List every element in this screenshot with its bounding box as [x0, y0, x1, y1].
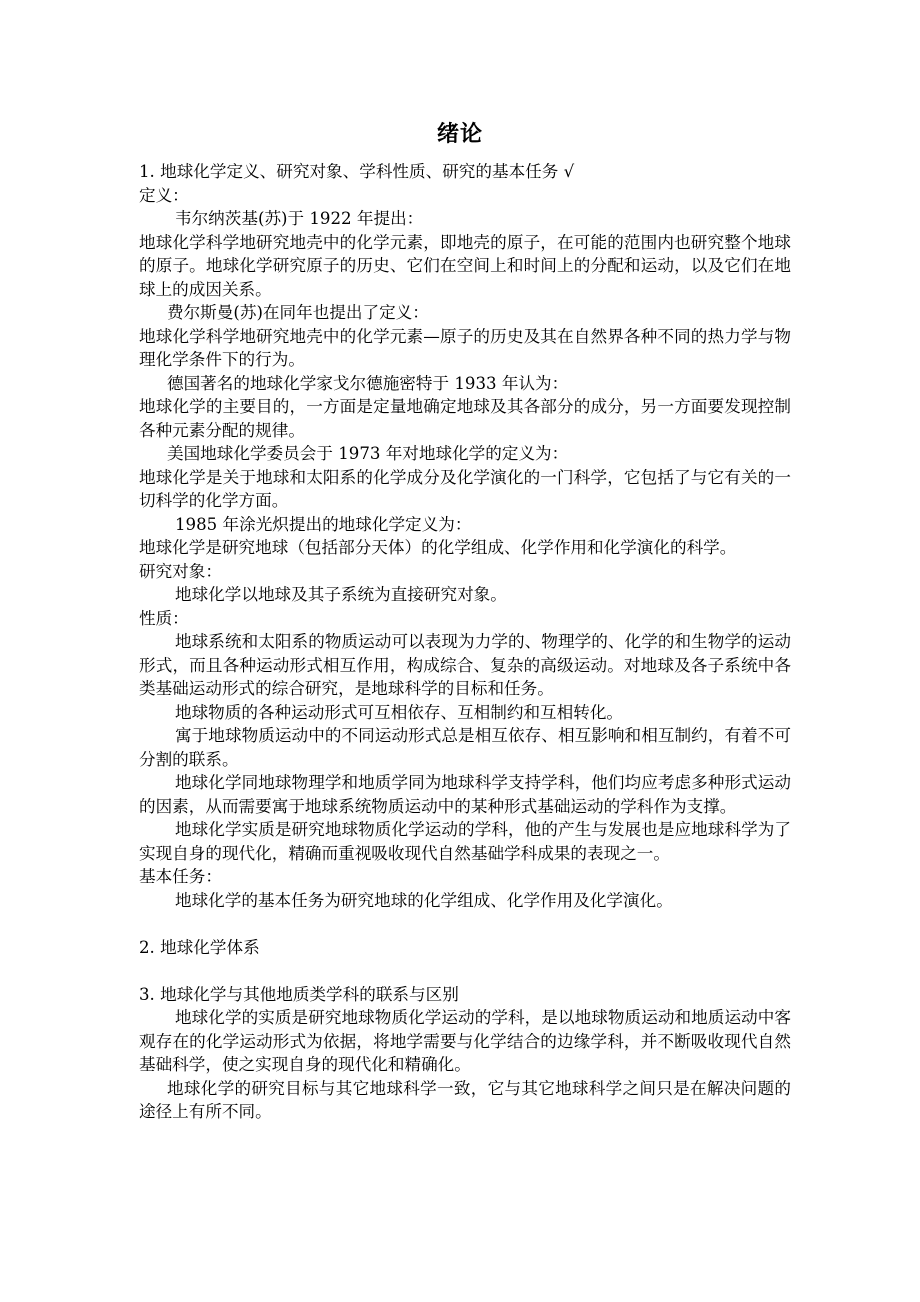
section-3-heading: 3. 地球化学与其他地质类学科的联系与区别 — [139, 984, 459, 1004]
nature-paragraph-2: 地球物质的各种运动形式可互相依存、互相制约和互相转化。 — [175, 702, 624, 722]
definition-1-text: 地球化学科学地研究地壳中的化学元素，即地壳的原子，在可能的范围内也研究整个地球的原子。地球化学研究原子的历史、它们在空间上和时间上的分配和运动，以及它们在地球上的成因关系。 — [139, 232, 791, 299]
section-1-heading: 1. 地球化学定义、研究对象、学科性质、研究的基本任务 √ — [139, 162, 575, 181]
definition-3-text: 地球化学的主要目的，一方面是定量地确定地球及其各部分的成分，另一方面要发现控制各种元素分配的规律。 — [139, 397, 791, 440]
nature-paragraph-4: 地球化学同地球物理学和地质学同为地球科学支持学科，他们均应考虑多种形式运动的因素，从而需要寓于地球系统物质运动中的某种形式基础运动的学科作为支撑。 — [139, 773, 791, 816]
nature-paragraph-5: 地球化学实质是研究地球物质化学运动的学科，他的产生与发展也是应地球科学为了实现自身的现代化，精确而重视吸收现代自然基础学科成果的表现之一。 — [139, 820, 791, 863]
section-2-heading: 2. 地球化学体系 — [139, 937, 260, 957]
nature-paragraph-3: 寓于地球物质运动中的不同运动形式总是相互依存、相互影响和相互制约，有着不可分割的联系。 — [139, 726, 791, 769]
research-object-label: 研究对象： — [139, 561, 222, 581]
definition-3-intro: 德国著名的地球化学家戈尔德施密特于 1933 年认为： — [167, 373, 569, 393]
section-3-paragraph-1: 地球化学的实质是研究地球物质化学运动的学科，是以地球物质运动和地质运动中客观存在的化学运动形式为依据，将地学需要与化学结合的边缘学科，并不断吸收现代自然基础科学，使之实现自身的现代化和精确化。 — [139, 1008, 791, 1074]
definition-2-text: 地球化学科学地研究地壳中的化学元素—原子的历史及其在自然界各种不同的热力学与物理化学条件下的行为。 — [139, 326, 791, 369]
research-object-text: 地球化学以地球及其子系统为直接研究对象。 — [175, 585, 507, 604]
nature-paragraph-1: 地球系统和太阳系的物质运动可以表现为力学的、物理学的、化学的和生物学的运动形式，而且各种运动形式相互作用，构成综合、复杂的高级运动。对地球及各子系统中各类基础运动形式的综合研究，是地球科学的目标和任务。 — [139, 632, 791, 698]
definition-2-intro: 费尔斯曼(苏)在同年也提出了定义： — [167, 303, 429, 322]
spacer — [139, 912, 791, 936]
nature-label: 性质： — [139, 608, 189, 628]
definition-1-intro: 韦尔纳茨基(苏)于 1922 年提出： — [175, 209, 424, 228]
definition-5-intro: 1985 年涂光炽提出的地球化学定义为： — [175, 514, 472, 534]
definition-4-intro: 美国地球化学委员会于 1973 年对地球化学的定义为： — [167, 444, 569, 463]
document-body — [139, 160, 791, 1124]
section-3-paragraph-2: 地球化学的研究目标与其它地球科学一致，它与其它地球科学之间只是在解决问题的途径上有所不同。 — [139, 1078, 791, 1121]
definition-label: 定义： — [139, 185, 189, 205]
basic-task-label: 基本任务： — [139, 867, 222, 886]
page-title: 绪论 — [436, 121, 483, 147]
definition-4-text: 地球化学是关于地球和太阳系的化学成分及化学演化的一门科学，它包括了与它有关的一切科学的化学方面。 — [139, 467, 791, 510]
definition-5-text: 地球化学是研究地球（包括部分天体）的化学组成、化学作用和化学演化的科学。 — [139, 538, 737, 557]
basic-task-text: 地球化学的基本任务为研究地球的化学组成、化学作用及化学演化。 — [175, 890, 673, 910]
spacer — [139, 959, 791, 983]
